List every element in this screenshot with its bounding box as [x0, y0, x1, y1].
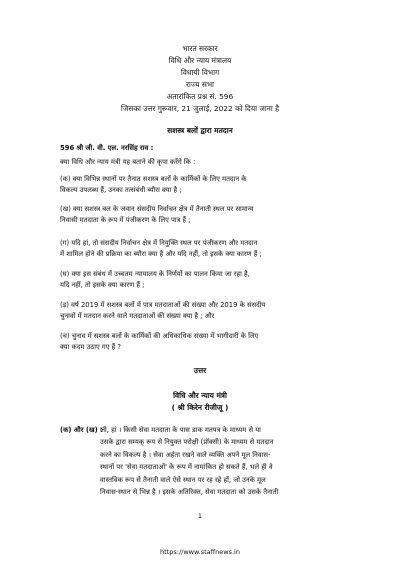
ministry-heading: विधि और न्याय मंत्रालय — [168, 56, 232, 65]
question-ka-line-2: विकल्प उपलब्ध हैं, उनका तत्संबंधी ब्यौरा क्या है ; — [60, 186, 182, 194]
house-heading: राज्य सभा — [186, 80, 214, 89]
question-nga-line-1: (ड़) वर्ष 2019 में सशस्त्र बलों में पात्र मतदाताओं की संख्या और 2019 के संसदीय — [60, 301, 266, 309]
subject-title: सशस्त्र बलों द्वारा मतदान — [167, 126, 233, 135]
questioner: 596 श्री जी. वी. एल. नरसिंह राव : — [60, 144, 154, 152]
question-ga-line-2: में शामिल होने की प्रक्रिया का ब्यौरा क्या है और यदि नहीं, तो इसके क्या कारण हैं ; — [60, 250, 262, 258]
answer-text — [100, 425, 360, 499]
answer-line: वास्तविक रूप से तैनाती वाले ऐसे स्थान पर रह रहे हों, जो उनके मूल — [100, 475, 266, 484]
question-kha-line-2: निवासी मतदाता के रूप में पंजीकरण के लिए पात्र हैं ; — [60, 216, 191, 224]
answer-line: जी, हां । किसी सेवा मतदाता के पास डाक मतपत्र के माध्यम से या — [100, 426, 261, 434]
answer-line: उसके द्वारा सम्यक् रूप से नियुक्त परोक्षी (प्रॉक्सी) के माध्यम से मतदान — [100, 438, 274, 447]
question-ga-line-1: (ग) यदि हां, तो संसदीय निर्वाचन क्षेत्र में नियुक्ति स्थल पर पंजीकरण और मतदान — [60, 239, 258, 247]
question-gha-line-2: यदि नहीं, तो इसके क्या कारण हैं ; — [60, 281, 145, 289]
page-number: 1 — [197, 512, 203, 520]
question-nga-line-2: चुनावों में मतदान करने वाले मतदाताओं की संख्या क्या है ; और — [60, 312, 215, 320]
answer-line: निवास-स्थान से भिन्न है । इसके अतिरिक्त, सेवा मतदाता को उसके तैनाती — [100, 487, 279, 496]
answer-date: जिसका उत्तर गुरूवार, 21 जुलाई, 2022 को दिया जाना है — [120, 104, 280, 113]
question-cha-line-1: (च) चुनाव में सशस्त्र बलों के कार्मिकों की अधिकाधिक संख्या में भागीदारी के लिए — [60, 332, 259, 340]
question-gha-line-1: (घ) क्या इस संबंध में उच्चतम न्यायालय के निर्णयों का पालन किया जा रहा है, — [60, 270, 250, 278]
answer-label: (क) और (ख) : — [60, 426, 103, 434]
question-kha-line-1: (ख) क्या सशस्त्र बल के जवान संसदीय निर्वाचन क्षेत्र में तैनाती स्थल पर सामान्य — [60, 205, 254, 213]
govt-heading: भारत सरकार — [182, 44, 218, 53]
answer-line: करने का विकल्प है । सेवा अर्हता रखने वाले व्यक्ति अपने मूल निवास- — [100, 450, 271, 459]
department-heading: विधायी विभाग — [180, 68, 220, 77]
question-intro: क्या विधि और न्याय मंत्री यह बताने की कृपा करेंगे कि : — [60, 158, 196, 166]
question-number: अतारांकित प्रश्न सं. 596 — [166, 92, 234, 101]
question-cha-line-2: क्या कदम उठाए गए हैं ? — [60, 343, 122, 351]
answer-line: स्थानों पर 'सेवा मतदाताओं' के रूप में नामांकित हो सकते हैं, भले ही वे — [100, 463, 273, 472]
footer-url[interactable]: https://www.staffnews.in — [160, 548, 240, 556]
minister-name: ( श्री किरेन रीजीजू ) — [171, 403, 229, 412]
minister-title: विधि और न्याय मंत्री — [173, 391, 227, 400]
question-ka-line-1: (क) क्या विभिन्न स्थानों पर तैनात सशस्त्र बलों के कार्मिकों के लिए मतदान के — [60, 175, 247, 183]
answer-heading: उत्तर — [193, 366, 207, 375]
